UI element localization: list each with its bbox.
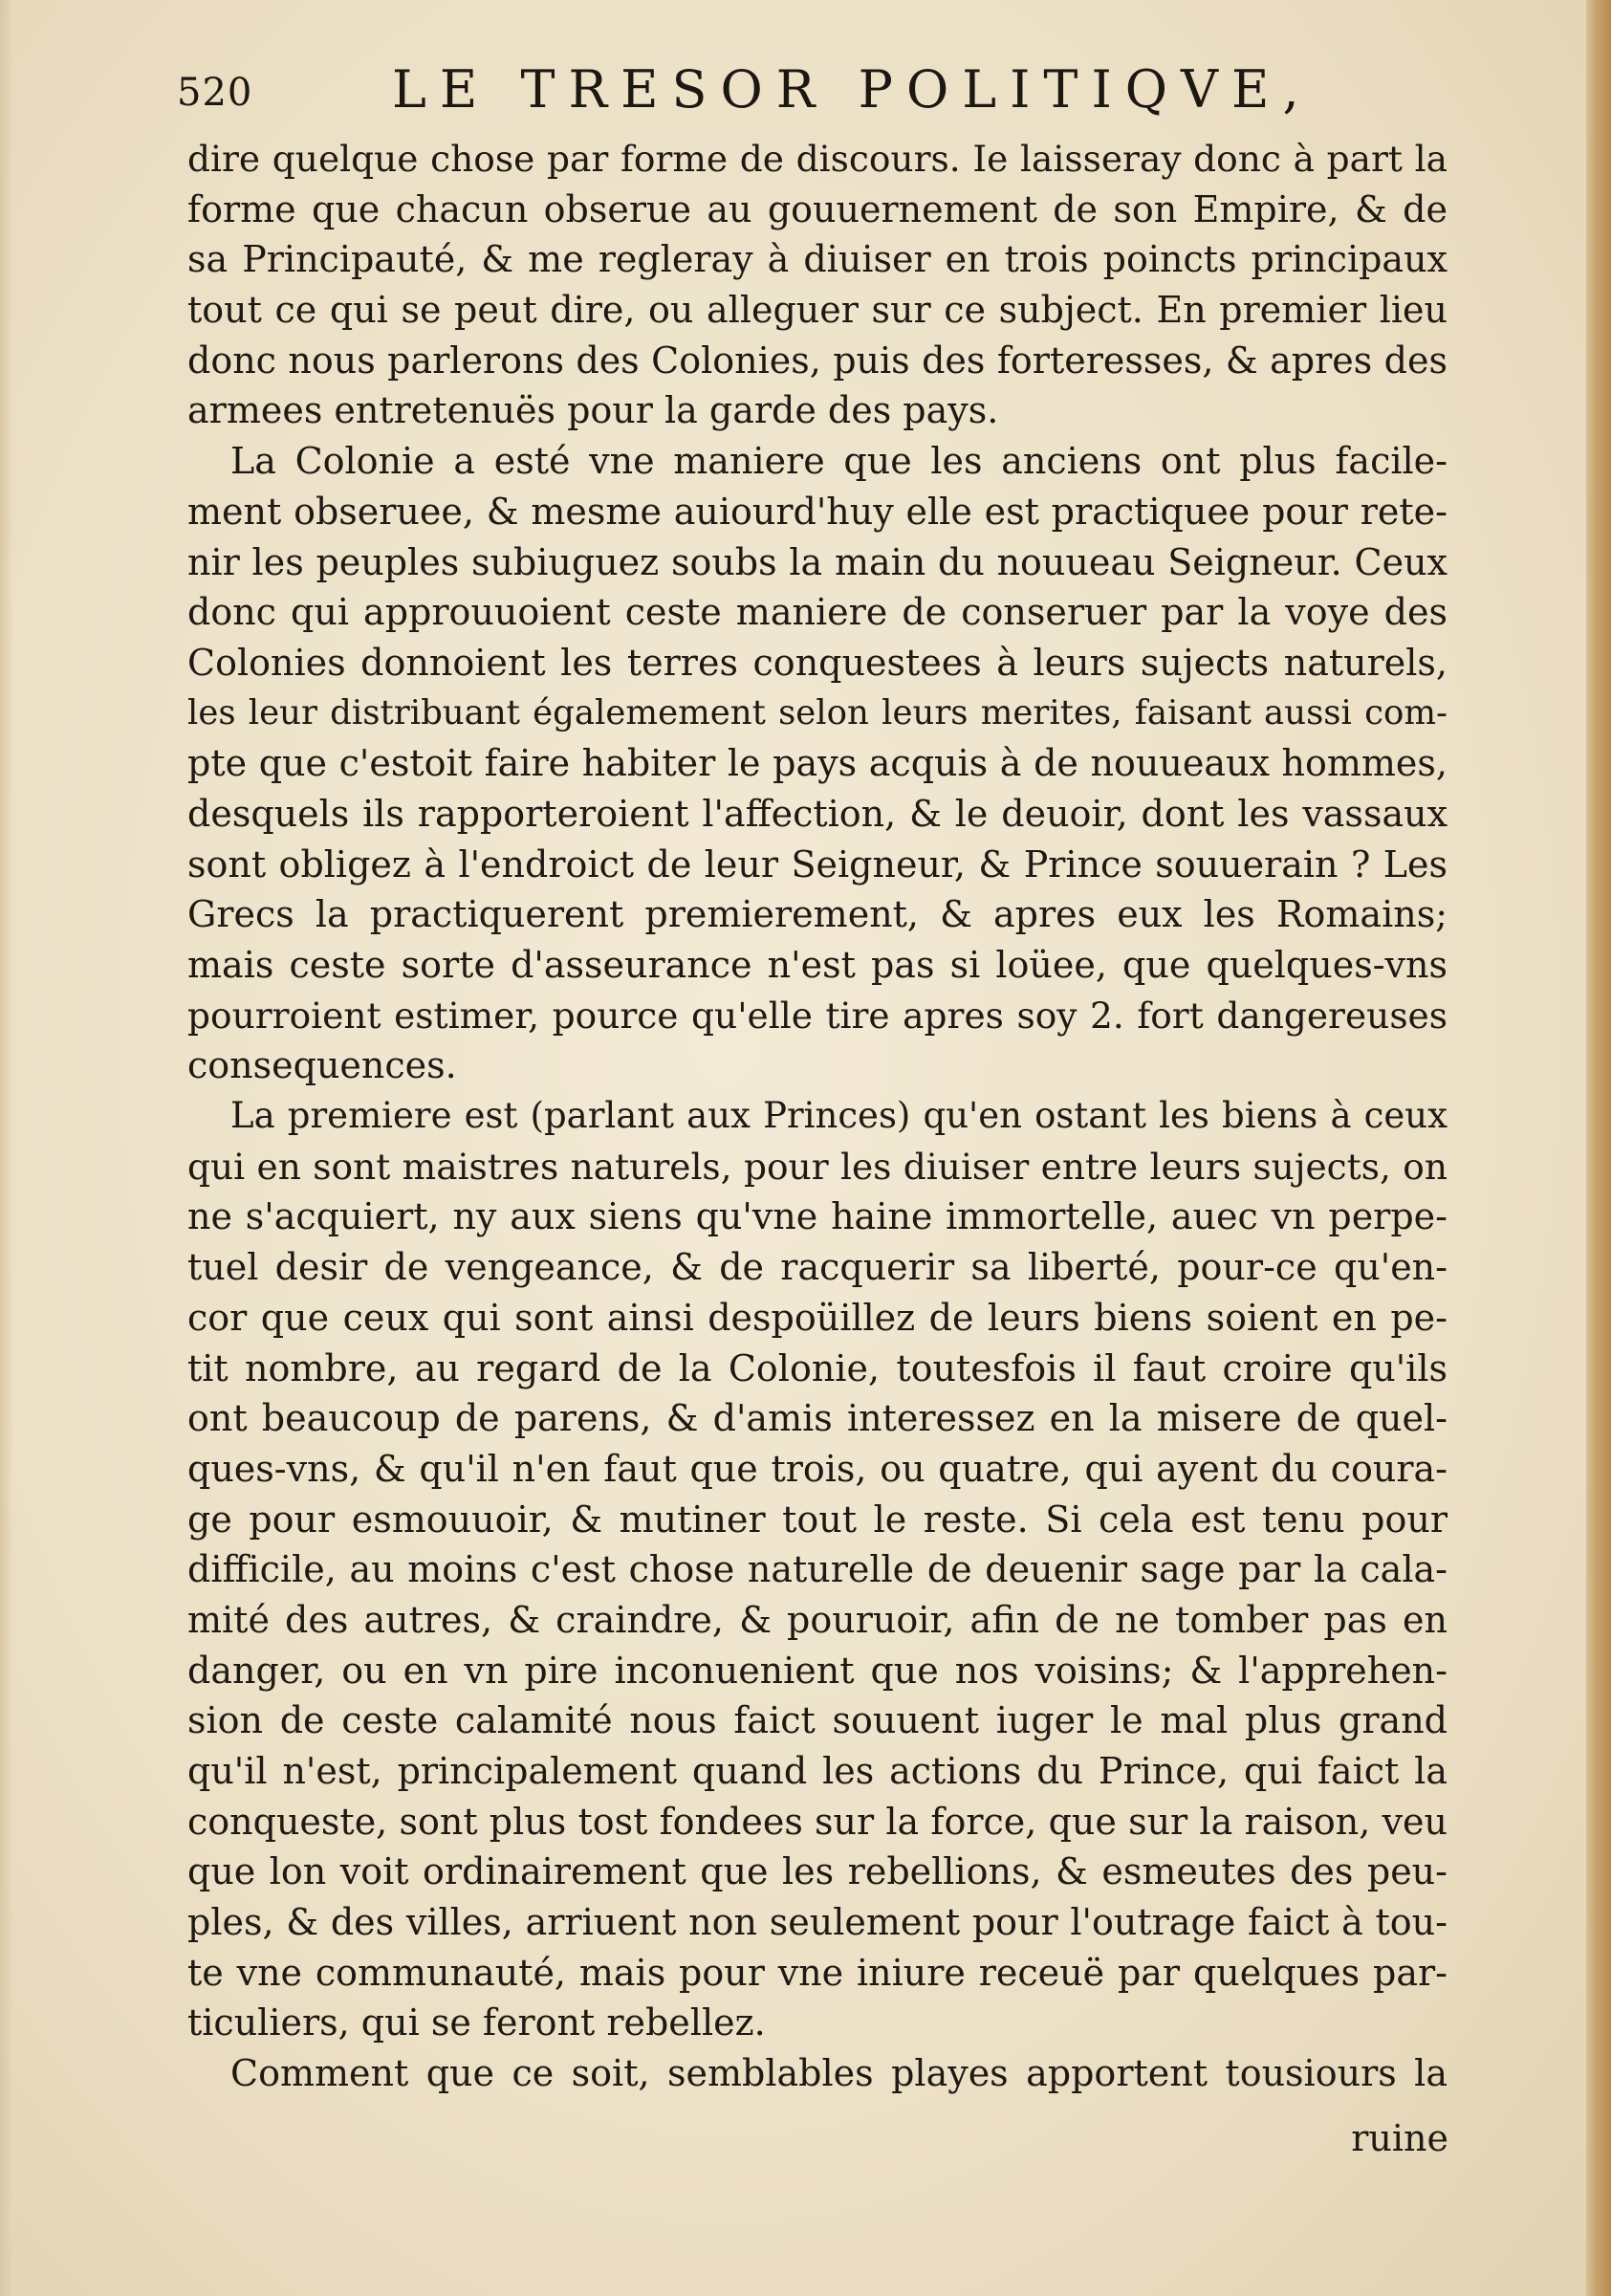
text-line: ont beaucoup de parens, & d'amis interessez en la misere de quel- — [187, 1397, 1448, 1440]
paragraph-start-line: La premiere est (parlant aux Princes) qu'en ostant les biens à ceux — [230, 1095, 1448, 1137]
text-line: sion de ceste calamité nous faict souuent iuger le mal plus grand — [187, 1699, 1448, 1742]
text-line: que lon voit ordinairement que les rebellions, & esmeutes des peu- — [187, 1850, 1448, 1893]
text-line: conqueste, sont plus tost fondees sur la force, que sur la raison, veu — [187, 1800, 1448, 1843]
page-left-edge — [0, 0, 13, 2296]
text-line: ge pour esmouuoir, & mutiner tout le reste. Si cela est tenu pour — [187, 1498, 1448, 1541]
text-line: armees entretenuës pour la garde des pays. — [187, 389, 999, 432]
text-line: ques-vns, & qu'il n'en faut que trois, ou quatre, qui ayent du coura- — [187, 1447, 1448, 1490]
text-line: danger, ou en vn pire inconuenient que nos voisins; & l'apprehen- — [187, 1649, 1448, 1692]
paragraph-start-line: Comment que ce soit, semblables playes apportent tousiours la — [230, 2052, 1448, 2095]
text-line: nir les peuples subiuguez soubs la main du nouueau Seigneur. Ceux — [187, 540, 1448, 583]
text-line: ne s'acquiert, ny aux siens qu'vne haine immortelle, auec vn perpe- — [187, 1195, 1448, 1238]
catchword: ruine — [1351, 2117, 1448, 2159]
text-line: tuel desir de vengeance, & de racquerir sa liberté, pour-ce qu'en- — [187, 1246, 1448, 1289]
text-line: pte que c'estoit faire habiter le pays acquis à de nouueaux hommes, — [187, 742, 1448, 785]
text-line: ticuliers, qui se feront rebellez. — [187, 2001, 766, 2045]
text-line: donc qui approuuoient ceste maniere de conseruer par la voye des — [187, 591, 1448, 634]
text-line: cor que ceux qui sont ainsi despoüillez de leurs biens soient en pe- — [187, 1296, 1448, 1339]
page-right-edge — [1586, 0, 1611, 2296]
body-text — [187, 134, 1448, 2099]
text-line: consequences. — [187, 1044, 457, 1087]
text-line: sa Principauté, & me regleray à diuiser en trois poincts principaux — [187, 238, 1448, 281]
page-header — [177, 59, 1448, 126]
paragraph-start-line: La Colonie a esté vne maniere que les anciens ont plus facile- — [230, 440, 1448, 483]
text-line: ment obseruee, & mesme auiourd'huy elle est practiquee pour rete- — [187, 490, 1448, 533]
text-line: sont obligez à l'endroict de leur Seigneur, & Prince souuerain ? Les — [187, 842, 1448, 886]
text-line: te vne communauté, mais pour vne iniure receuë par quelques par- — [187, 1951, 1448, 1994]
text-line: pourroient estimer, pource qu'elle tire apres soy 2. fort dangereuses — [187, 994, 1448, 1037]
page-number: 520 — [177, 71, 253, 115]
text-line: tit nombre, au regard de la Colonie, toutesfois il faut croire qu'ils — [187, 1346, 1448, 1389]
text-line: Colonies donnoient les terres conquestees à leurs sujects naturels, — [187, 641, 1448, 684]
text-line: desquels ils rapporteroient l'affection, & le deuoir, dont les vassaux — [187, 792, 1448, 835]
text-line: qu'il n'est, principalement quand les actions du Prince, qui faict la — [187, 1750, 1448, 1792]
text-line: les leur distribuant égalemement selon leurs merites, faisant aussi com- — [187, 692, 1448, 733]
text-line: Grecs la practiquerent premierement, & apres eux les Romains; — [187, 893, 1448, 936]
text-line: difficile, au moins c'est chose naturelle de deuenir sage par la cala- — [187, 1548, 1448, 1591]
text-line: mais ceste sorte d'asseurance n'est pas si loüee, que quelques-vns — [187, 944, 1448, 986]
text-line: dire quelque chose par forme de discours. Ie laisseray donc à part la — [187, 138, 1448, 180]
text-line: qui en sont maistres naturels, pour les diuiser entre leurs sujects, on — [187, 1145, 1448, 1188]
text-line: mité des autres, & craindre, & pouruoir, afin de ne tomber pas en — [187, 1598, 1448, 1641]
text-line: tout ce qui se peut dire, ou alleguer sur ce subject. En premier lieu — [187, 289, 1448, 332]
text-line: forme que chacun obserue au gouuernement de son Empire, & de — [187, 187, 1448, 230]
running-title: LE TRESOR POLITIQVE, — [392, 59, 1313, 120]
text-line: ples, & des villes, arriuent non seulement pour l'outrage faict à tou- — [187, 1901, 1448, 1944]
text-line: donc nous parlerons des Colonies, puis des forteresses, & apres des — [187, 339, 1448, 382]
